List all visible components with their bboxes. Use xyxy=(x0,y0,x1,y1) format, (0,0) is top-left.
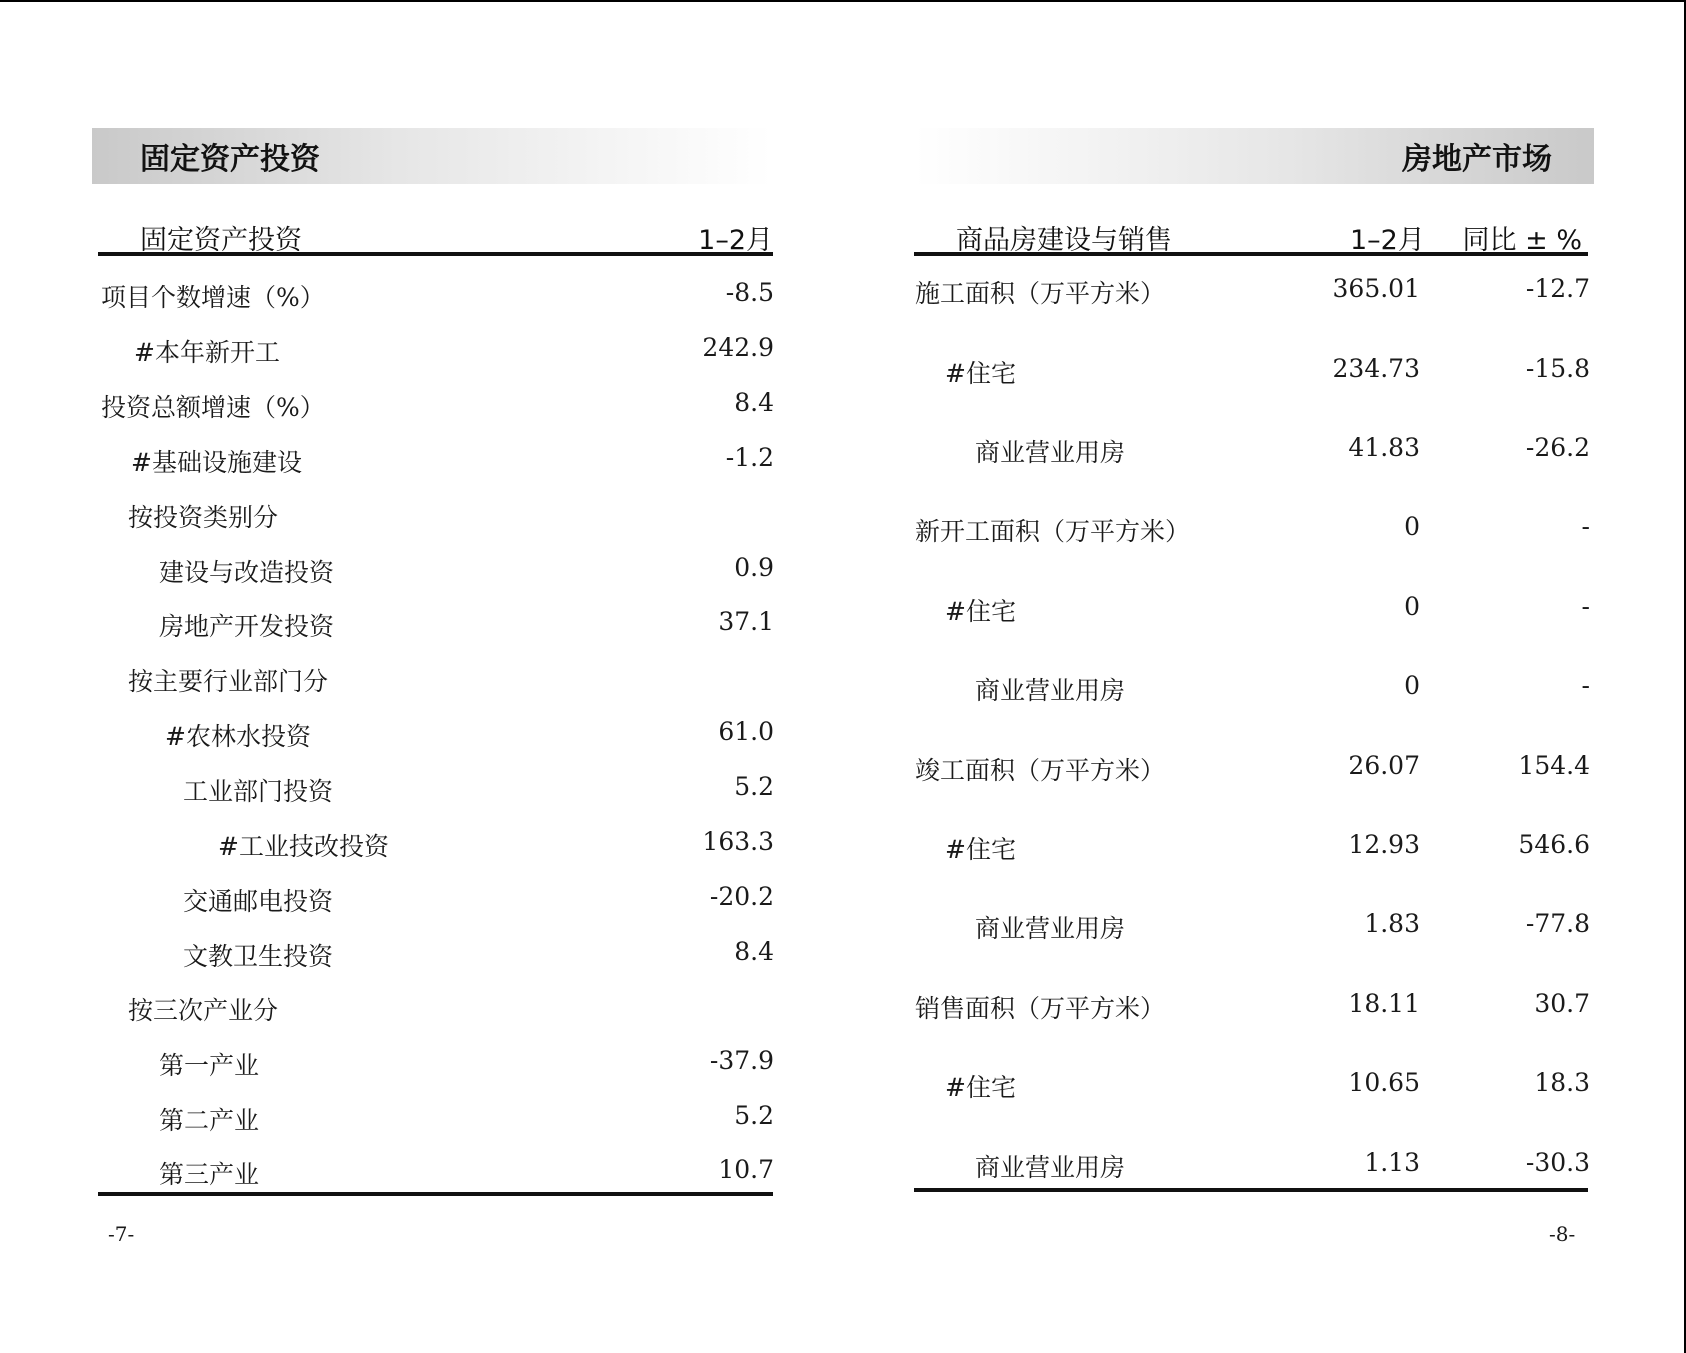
row-label: #住宅 xyxy=(945,835,1016,864)
row-value: 61.0 xyxy=(718,717,774,746)
row-label: 按主要行业部门分 xyxy=(128,667,329,696)
row-value: 5.2 xyxy=(734,772,774,801)
table-row xyxy=(0,592,1600,632)
row-label: 项目个数增速（%） xyxy=(101,283,325,312)
row-yoy: 30.7 xyxy=(1534,989,1590,1018)
table-row xyxy=(0,671,1600,711)
row-value: 10.7 xyxy=(718,1155,774,1184)
row-label: 建设与改造投资 xyxy=(159,558,335,587)
row-value: 8.4 xyxy=(734,388,774,417)
row-label: 按三次产业分 xyxy=(128,996,279,1025)
row-label: 销售面积（万平方米） xyxy=(915,994,1166,1023)
row-value: 5.2 xyxy=(734,1101,774,1130)
table-row xyxy=(0,1148,1600,1188)
row-yoy: -15.8 xyxy=(1525,354,1590,383)
row-yoy: -77.8 xyxy=(1525,909,1590,938)
row-label: 施工面积（万平方米） xyxy=(915,279,1166,308)
row-label: 文教卫生投资 xyxy=(183,942,334,971)
table-row xyxy=(0,512,1600,552)
row-label: 工业部门投资 xyxy=(183,777,334,806)
row-value: 1.13 xyxy=(1364,1148,1420,1177)
table-row xyxy=(0,989,1600,1029)
row-yoy: - xyxy=(1581,671,1590,700)
table-row xyxy=(0,751,1600,791)
row-label: #基础设施建设 xyxy=(131,448,302,477)
row-label: 商业营业用房 xyxy=(975,676,1126,705)
table-row xyxy=(0,354,1600,394)
section-title-left: 固定资产投资 xyxy=(140,142,320,177)
row-value: 26.07 xyxy=(1348,751,1420,780)
header-col-label: 固定资产投资 xyxy=(140,225,302,256)
row-yoy: - xyxy=(1581,512,1590,541)
row-label: 房地产开发投资 xyxy=(159,612,335,641)
row-value: 12.93 xyxy=(1348,830,1420,859)
table-bottom-rule-right xyxy=(914,1188,1588,1192)
table-row xyxy=(0,830,1600,870)
row-value: 1.83 xyxy=(1364,909,1420,938)
row-label: 竣工面积（万平方米） xyxy=(915,756,1166,785)
table-row xyxy=(0,388,780,428)
row-label: #农林水投资 xyxy=(165,722,311,751)
row-yoy: 546.6 xyxy=(1518,830,1590,859)
row-yoy: -12.7 xyxy=(1525,274,1590,303)
row-label: 商业营业用房 xyxy=(975,914,1126,943)
table-header-left xyxy=(98,214,773,256)
row-label: #住宅 xyxy=(945,359,1016,388)
table-row xyxy=(0,1068,1600,1108)
header-col-yoy: 同比 ± % xyxy=(1462,225,1582,256)
section-banner-right xyxy=(914,128,1594,184)
row-value: 18.11 xyxy=(1348,989,1420,1018)
row-yoy: - xyxy=(1581,592,1590,621)
row-label: 第一产业 xyxy=(159,1051,260,1080)
table-row xyxy=(0,274,1600,314)
row-label: 交通邮电投资 xyxy=(183,887,334,916)
row-yoy: -26.2 xyxy=(1525,433,1590,462)
row-value: -20.2 xyxy=(709,882,774,911)
row-value: 242.9 xyxy=(702,333,774,362)
table-header-right xyxy=(914,214,1588,256)
row-value: 234.73 xyxy=(1332,354,1420,383)
row-label: #住宅 xyxy=(945,597,1016,626)
row-value: 10.65 xyxy=(1348,1068,1420,1097)
row-label: 第二产业 xyxy=(159,1106,260,1135)
row-value: -37.9 xyxy=(709,1046,774,1075)
table-row xyxy=(0,909,1600,949)
page-number-left: -7- xyxy=(108,1222,135,1246)
row-value: -1.2 xyxy=(725,443,774,472)
row-value: 0 xyxy=(1404,512,1420,541)
page-number-right: -8- xyxy=(1549,1222,1576,1246)
table-row xyxy=(0,553,780,593)
row-yoy: -30.3 xyxy=(1525,1148,1590,1177)
row-value: 8.4 xyxy=(734,937,774,966)
row-value: 163.3 xyxy=(702,827,774,856)
row-value: 365.01 xyxy=(1332,274,1420,303)
row-value: 0.9 xyxy=(734,553,774,582)
row-value: 0 xyxy=(1404,671,1420,700)
row-value: -8.5 xyxy=(725,278,774,307)
row-label: 按投资类别分 xyxy=(128,503,279,532)
row-label: 商业营业用房 xyxy=(975,438,1126,467)
row-label: #工业技改投资 xyxy=(218,832,389,861)
row-label: 商业营业用房 xyxy=(975,1153,1126,1182)
row-label: 第三产业 xyxy=(159,1160,260,1189)
row-value: 41.83 xyxy=(1348,433,1420,462)
row-value: 37.1 xyxy=(718,607,774,636)
row-label: 新开工面积（万平方米） xyxy=(915,517,1191,546)
section-banner-left xyxy=(92,128,772,184)
row-yoy: 154.4 xyxy=(1518,751,1590,780)
row-label: 投资总额增速（%） xyxy=(101,393,325,422)
section-title-right: 房地产市场 xyxy=(1402,142,1552,177)
row-yoy: 18.3 xyxy=(1534,1068,1590,1097)
row-label: #住宅 xyxy=(945,1073,1016,1102)
top-border xyxy=(0,0,1686,2)
table-row xyxy=(0,433,1600,473)
header-col-label: 商品房建设与销售 xyxy=(956,225,1172,256)
row-value: 0 xyxy=(1404,592,1420,621)
header-col-period: 1–2月 xyxy=(698,225,773,256)
row-label: #本年新开工 xyxy=(134,338,280,367)
table-bottom-rule-left xyxy=(98,1192,773,1196)
header-col-period: 1–2月 xyxy=(1350,225,1425,256)
